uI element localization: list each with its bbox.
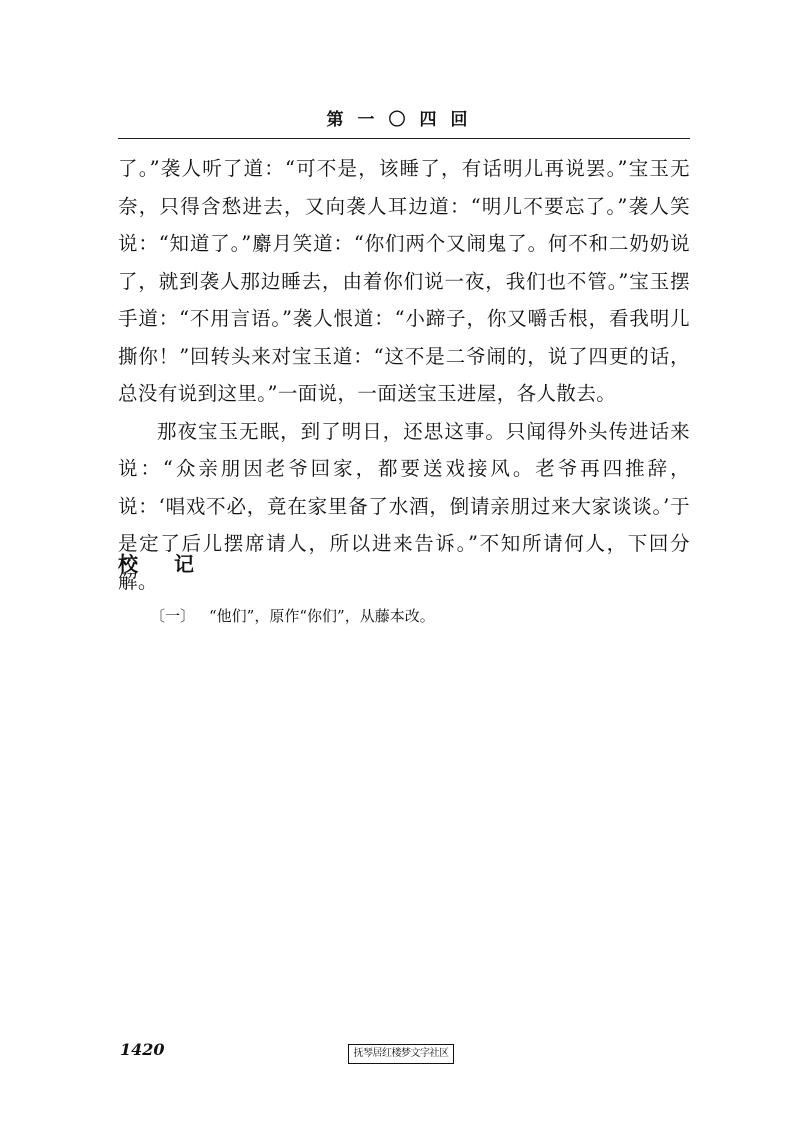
notes-title <box>118 548 194 577</box>
page-number: 1420 <box>120 1040 165 1059</box>
notes-title-char-2: 记 <box>174 552 194 576</box>
paragraph-1: 了。”袭人听了道：“可不是，该睡了，有话明儿再说罢。”宝玉无奈，只得含愁进去，又向袭人耳边道：“明儿不要忘了。”袭人笑说：“知道了。”麝月笑道：“你们两个又闹鬼了。何不和二奶奶说了，就到袭人那边睡去，由着你们说一夜，我们也不管。”宝玉摆手道：“不用言语。”袭人恨道：“小蹄子，你又嚼舌根，看我明儿撕你！”回转头来对宝玉道：“这不是二爷闹的，说了四更的话，总没有说到这里。”一面说，一面送宝玉进屋，各人散去。 <box>118 157 690 405</box>
note-item <box>150 604 435 628</box>
watermark-stamp: 抚琴居红楼梦文字社区 <box>348 1044 454 1064</box>
paragraph-2: 那夜宝玉无眠，到了明日，还思这事。只闻得外头传进话来说：“众亲朋因老爷回家，都要送戏接风。老爷再四推辞，说：‘唱戏不必，竟在家里备了水酒，倒请亲朋过来大家谈谈。’于是定了后儿摆席请人，所以进来告诉。”不知所请何人，下回分解。 <box>118 419 690 593</box>
note-text: “他们”，原作“你们”，从藤本改。 <box>209 607 435 625</box>
chapter-header: 第一〇四回 <box>326 110 482 130</box>
body-text <box>118 150 690 600</box>
note-marker: 〔一〕 <box>150 607 196 625</box>
header-rule <box>118 138 690 139</box>
notes-title-char-1: 校 <box>118 552 138 576</box>
